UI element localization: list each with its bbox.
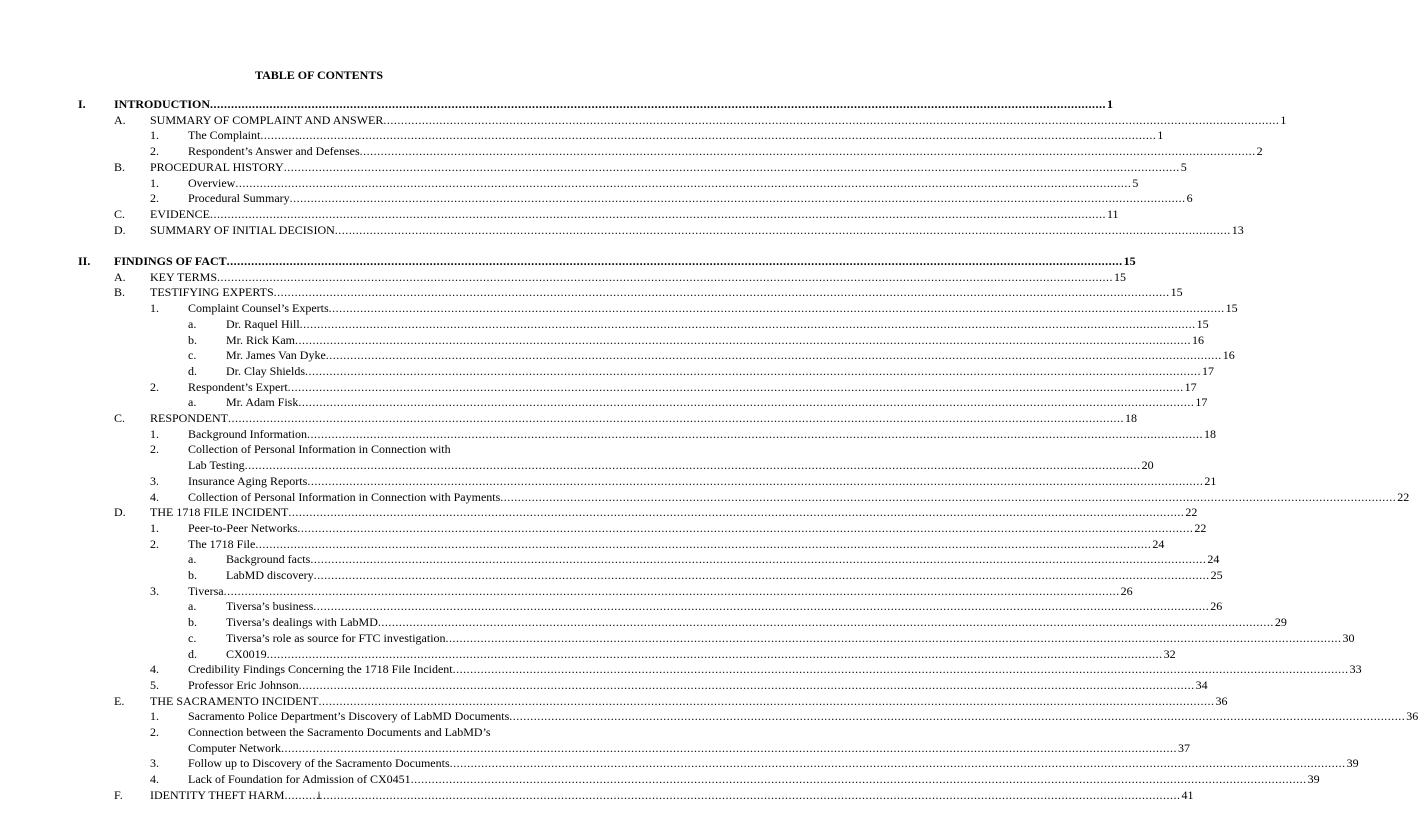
dot-leader	[450, 755, 1346, 771]
toc-entry-page: 25	[1210, 568, 1223, 582]
toc-entry	[0, 269, 1127, 285]
toc-entry-page: 29	[1274, 615, 1287, 630]
toc-entry-page: 22	[1397, 489, 1410, 504]
dot-leader	[299, 677, 1195, 693]
dot-leader	[297, 520, 1193, 536]
toc-entry	[0, 755, 1359, 771]
dot-leader	[288, 379, 1184, 395]
toc-entry-page: 36	[1406, 709, 1418, 724]
toc-entry-page: 11	[1107, 206, 1119, 221]
dot-leader	[281, 740, 1177, 756]
dot-leader	[310, 551, 1206, 567]
toc-entry	[0, 693, 1228, 709]
toc-entry	[0, 489, 1410, 505]
toc-entry-page: 16	[1192, 332, 1204, 347]
toc-entry	[0, 379, 1197, 395]
toc-entry-title: Respondent’s Answer and Defenses	[188, 144, 360, 159]
dot-leader	[228, 410, 1124, 426]
toc-entry-number: 1.	[150, 520, 159, 535]
toc-entry-title: SUMMARY OF COMPLAINT AND ANSWER	[150, 112, 384, 127]
toc-entry-number: c.	[188, 630, 197, 645]
dot-leader	[210, 206, 1106, 222]
toc-entry	[0, 96, 1114, 112]
toc-entry-number: 3.	[150, 756, 159, 771]
toc-entry-title: Mr. James Van Dyke	[226, 348, 326, 363]
toc-entry	[0, 708, 1418, 724]
toc-entry	[0, 724, 638, 740]
toc-entry-page: 1	[1280, 112, 1287, 127]
toc-entry-title: Computer Network	[188, 740, 281, 755]
toc-entry	[0, 661, 1362, 677]
toc-entry-title: Tiversa’s role as source for FTC investigation	[226, 630, 446, 645]
dot-leader	[314, 567, 1210, 583]
toc-entry-title: EVIDENCE	[150, 206, 210, 221]
toc-entry-page: 17	[1195, 395, 1208, 410]
toc-entry-title: Lack of Foundation for Admission of CX0451	[188, 772, 411, 787]
toc-entry	[0, 206, 1119, 222]
toc-entry-title: Procedural Summary	[188, 191, 290, 206]
toc-entry-page: 17	[1184, 379, 1197, 394]
dot-leader	[267, 646, 1163, 662]
toc-entry-title: Lab Testing	[188, 458, 245, 473]
toc-entry	[0, 441, 638, 457]
toc-entry-title: Tiversa	[188, 583, 224, 598]
toc-entry-title: The 1718 File	[188, 536, 256, 551]
toc-entry-title: Sacramento Police Department’s Discovery of LabMD Documents	[188, 709, 510, 724]
toc-entry-page: 37	[1177, 740, 1190, 755]
toc-entry-number: 2.	[150, 379, 159, 394]
toc-entry-number: C.	[114, 206, 126, 221]
toc-entry	[0, 457, 1154, 473]
toc-entry-number: 1.	[150, 426, 159, 441]
toc-entry-title: The Complaint	[188, 128, 261, 143]
dot-leader	[255, 536, 1151, 552]
toc-entry-title: FINDINGS OF FACT	[114, 254, 227, 268]
toc-entry-number: 5.	[150, 677, 159, 692]
toc-entry	[0, 127, 1164, 143]
toc-entry-number: b.	[188, 568, 197, 582]
toc-entry-page: 13	[1231, 222, 1244, 237]
toc-entry-number: 2.	[150, 144, 159, 159]
toc-entry-number: F.	[114, 787, 123, 802]
toc-entry-number: 4.	[150, 489, 159, 504]
toc-entry-page: 32	[1163, 646, 1176, 661]
toc-entry-number: D.	[114, 505, 126, 520]
toc-entry	[0, 426, 1216, 442]
toc-entry	[0, 347, 1235, 363]
toc-entry-title: Tiversa’s dealings with LabMD	[226, 615, 378, 630]
toc-entry-page: 16	[1222, 348, 1235, 363]
dot-leader	[446, 630, 1342, 646]
toc-entry-number: 3.	[150, 473, 159, 488]
toc-entry-page: 5	[1180, 159, 1187, 174]
toc-entry-title: Collection of Personal Information in Connection with Payments	[188, 489, 501, 504]
toc-entry-page: 41	[1181, 787, 1194, 802]
toc-entry-number: 1.	[150, 301, 159, 316]
toc-entry	[0, 614, 1287, 630]
dot-leader	[290, 190, 1186, 206]
toc-entry-page: 1	[1157, 128, 1164, 143]
toc-entry-number: d.	[188, 363, 197, 378]
toc-entry-page: 15	[1114, 269, 1127, 284]
toc-entry	[0, 300, 1238, 316]
toc-entry-number: B.	[114, 285, 126, 300]
dot-leader	[217, 269, 1113, 285]
dot-leader	[224, 583, 1120, 599]
toc-entry	[0, 520, 1207, 536]
toc-entry-page: 6	[1186, 191, 1193, 206]
dot-leader	[509, 708, 1405, 724]
toc-entry-number: 2.	[150, 191, 159, 206]
toc-entry	[0, 190, 1193, 206]
toc-entry-number: d.	[188, 646, 197, 661]
toc-entry-page: 24	[1207, 552, 1220, 567]
toc-entry-number: 1.	[150, 128, 159, 143]
toc-entry-page: 39	[1307, 772, 1320, 787]
toc-entry-page: 21	[1204, 473, 1217, 488]
toc-entry-number: a.	[188, 552, 197, 567]
toc-entry-title: Complaint Counsel’s Experts	[188, 301, 329, 316]
dot-leader	[411, 771, 1307, 787]
dot-leader	[378, 614, 1274, 630]
toc-entry	[0, 646, 1176, 662]
toc-entry-number: 2.	[150, 442, 159, 457]
toc-entry-page: 33	[1349, 662, 1362, 677]
toc-entry-title: Collection of Personal Information in Connection with	[188, 442, 451, 457]
toc-entry-number: a.	[188, 599, 197, 614]
toc-entry-number: 1.	[150, 175, 159, 190]
toc-entry-title: IDENTITY THEFT HARM	[150, 787, 285, 802]
dot-leader	[313, 598, 1209, 614]
toc-entry-page: 26	[1120, 583, 1133, 598]
toc-entry	[0, 567, 1223, 583]
toc-entry-title: Mr. Rick Kam	[226, 332, 295, 347]
toc-entry-page: 2	[1256, 144, 1263, 159]
toc-entry-title: KEY TERMS	[150, 269, 218, 284]
dot-leader	[288, 504, 1184, 520]
toc-entry-number: E.	[114, 693, 125, 708]
toc-entry-page: 5	[1132, 175, 1139, 190]
toc-entry-page: 34	[1195, 677, 1208, 692]
toc-entry	[0, 316, 1209, 332]
dot-leader	[245, 457, 1141, 473]
toc-entry-title: Background Information	[188, 426, 307, 441]
toc-entry-number: b.	[188, 615, 197, 630]
toc-entry	[0, 394, 1208, 410]
dot-leader	[335, 222, 1231, 238]
toc-entry-title: Background facts	[226, 552, 311, 567]
toc-entry	[0, 771, 1320, 787]
toc-entry-title: THE 1718 FILE INCIDENT	[150, 505, 289, 520]
dot-leader	[284, 159, 1180, 175]
toc-entry-page: 26	[1210, 599, 1223, 614]
dot-leader	[260, 127, 1156, 143]
toc-title: TABLE OF CONTENTS	[254, 68, 384, 82]
toc-entry-number: a.	[188, 395, 197, 410]
toc-entry	[0, 473, 1217, 489]
dot-leader	[210, 96, 1106, 112]
toc-entry-page: 15	[1225, 301, 1238, 316]
toc-entry	[0, 551, 1220, 567]
page-number: i	[317, 788, 321, 802]
toc-entry-number: 1.	[150, 709, 159, 724]
dot-leader	[329, 300, 1225, 316]
toc-entry-page: 30	[1342, 630, 1355, 645]
toc-entry	[0, 284, 1183, 300]
dot-leader	[227, 253, 1123, 269]
dot-leader	[295, 332, 1191, 348]
toc-entry-number: A.	[114, 269, 126, 284]
toc-entry-title: Respondent’s Expert	[188, 379, 288, 394]
toc-entry	[0, 740, 1190, 756]
toc-entry-number: a.	[188, 316, 197, 331]
dot-leader	[307, 426, 1203, 442]
toc-entry-title: TESTIFYING EXPERTS	[150, 285, 274, 300]
toc-entry	[0, 332, 1204, 348]
toc-entry-number: 4.	[150, 772, 159, 787]
toc-entry-title: PROCEDURAL HISTORY	[150, 159, 284, 174]
toc-entry	[0, 222, 1244, 238]
dot-leader	[360, 143, 1256, 159]
toc-entry-title: Professor Eric Johnson	[188, 677, 299, 692]
toc-entry-number: B.	[114, 159, 126, 174]
toc-entry-number: A.	[114, 112, 126, 127]
dot-leader	[300, 316, 1196, 332]
toc-entry-page: 22	[1185, 505, 1198, 520]
toc-entry-title: Follow up to Discovery of the Sacramento Documents	[188, 756, 450, 771]
toc-entry-page: 1	[1107, 97, 1114, 111]
toc-entry-title: CX0019	[226, 646, 267, 661]
toc-entry-title: RESPONDENT	[150, 411, 229, 425]
dot-leader	[274, 284, 1170, 300]
toc-entry-page: 36	[1215, 693, 1228, 708]
toc-entry-title: INTRODUCTION	[114, 97, 211, 111]
toc-entry	[0, 583, 1133, 599]
toc-entry-title: Mr. Adam Fisk	[226, 395, 299, 410]
dot-leader	[305, 363, 1201, 379]
toc-entry-title: Credibility Findings Concerning the 1718 File Incident	[188, 662, 453, 677]
toc-entry-title: Peer-to-Peer Networks	[188, 520, 298, 535]
toc-entry	[0, 630, 1355, 646]
dot-leader	[326, 347, 1222, 363]
dot-leader	[298, 394, 1194, 410]
toc-entry-page: 22	[1194, 520, 1207, 535]
toc-entry-number: D.	[114, 222, 126, 237]
toc-entry-title: THE SACRAMENTO INCIDENT	[150, 693, 319, 708]
toc-entry-title: SUMMARY OF INITIAL DECISION	[150, 222, 335, 237]
toc-entry-number: 2.	[150, 725, 159, 739]
dot-leader	[235, 175, 1131, 191]
toc-entry	[0, 363, 1215, 379]
toc-entry-number: c.	[188, 348, 197, 363]
toc-entry-number: 4.	[150, 662, 159, 677]
toc-entry-page: 18	[1125, 411, 1138, 425]
dot-leader	[307, 473, 1203, 489]
toc-entry	[0, 159, 1187, 175]
toc-entry-page: 15	[1123, 254, 1136, 268]
toc-entry-number: b.	[188, 332, 197, 347]
toc-entry	[0, 175, 1139, 191]
toc-entry-number: I.	[78, 97, 86, 111]
dot-leader	[500, 489, 1396, 505]
toc-entry-title: Dr. Clay Shields	[226, 363, 306, 378]
toc-entry	[0, 410, 1138, 426]
toc-entry-page: 20	[1141, 458, 1154, 473]
toc-entry-title: Tiversa’s business	[226, 599, 314, 614]
toc-entry-number: II.	[78, 254, 91, 268]
toc-entry	[0, 112, 1287, 128]
toc-entry-page: 18	[1203, 426, 1216, 441]
toc-entry-page: 15	[1170, 285, 1183, 300]
toc-entry	[0, 677, 1208, 693]
toc-entry-title: LabMD discovery	[226, 568, 314, 582]
toc-entry-number: 3.	[150, 583, 159, 598]
toc-entry-page: 17	[1202, 363, 1215, 378]
toc-entry	[0, 253, 1136, 269]
dot-leader	[318, 693, 1214, 709]
toc-entry	[0, 598, 1223, 614]
toc-entry-title: Connection between the Sacramento Documents and LabMD’s	[188, 725, 491, 739]
toc-entry	[0, 143, 1263, 159]
toc-entry	[0, 504, 1198, 520]
dot-leader	[383, 112, 1279, 128]
toc-entry-page: 39	[1346, 756, 1359, 771]
toc-entry-page: 24	[1152, 536, 1165, 551]
toc-entry-number: C.	[114, 411, 126, 425]
toc-entry-page: 15	[1196, 316, 1209, 331]
toc-entry-title: Insurance Aging Reports	[188, 473, 308, 488]
toc-entry	[0, 536, 1165, 552]
dot-leader	[453, 661, 1349, 677]
toc-entry-title: Dr. Raquel Hill	[226, 316, 300, 331]
toc-entry-number: 2.	[150, 536, 159, 551]
toc-entry-title: Overview	[188, 175, 236, 190]
